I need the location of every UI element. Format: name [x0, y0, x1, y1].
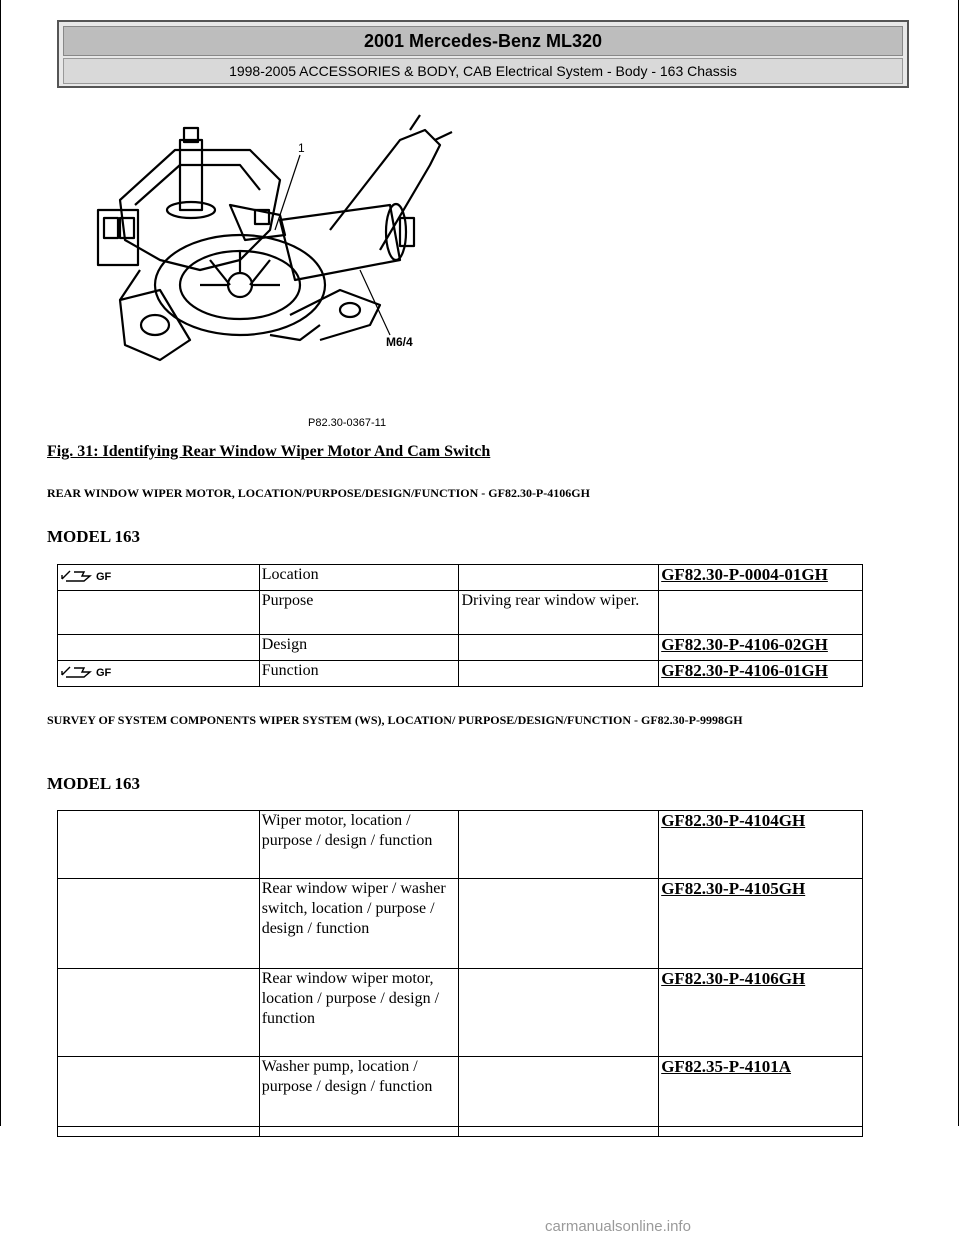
row-label: Washer pump, location / purpose / design / function [259, 1057, 459, 1127]
wiper-motor-figure [80, 110, 500, 430]
table-row [58, 1127, 863, 1137]
icon-cell [58, 661, 260, 687]
table-row [58, 1057, 863, 1127]
ref-link[interactable]: GF82.30-P-4104GH [659, 811, 863, 879]
row-desc [459, 661, 659, 687]
row-label: Purpose [259, 591, 459, 635]
document-header [57, 20, 909, 88]
figure-caption[interactable]: Fig. 31: Identifying Rear Window Wiper Motor And Cam Switch [47, 443, 491, 460]
ref-link[interactable]: GF82.30-P-4106GH [659, 969, 863, 1057]
table-row [58, 811, 863, 879]
icon-cell [58, 635, 260, 661]
table-row [58, 591, 863, 635]
ref-link[interactable] [659, 591, 863, 635]
row-label: Design [259, 635, 459, 661]
icon-cell [58, 591, 260, 635]
gf-icon-text: GF [96, 667, 112, 679]
watermark: carmanualsonline.info [545, 1218, 691, 1235]
section1-heading: REAR WINDOW WIPER MOTOR, LOCATION/PURPOSE/DESIGN/FUNCTION - GF82.30-P-4106GH [47, 486, 590, 500]
row-label: Rear window wiper motor, location / purpose / design / function [259, 969, 459, 1057]
icon-cell [58, 565, 260, 591]
figure-code: P82.30-0367-11 [308, 417, 387, 429]
row-desc: Driving rear window wiper. [459, 591, 659, 635]
section2-table [57, 810, 863, 1137]
row-desc [459, 635, 659, 661]
ref-link[interactable]: GF82.30-P-4105GH [659, 879, 863, 969]
document-title: 2001 Mercedes-Benz ML320 [63, 26, 903, 56]
row-label: Wiper motor, location / purpose / design / function [259, 811, 459, 879]
gf-hand-icon[interactable] [60, 663, 118, 679]
ref-link[interactable]: GF82.30-P-4106-02GH [659, 635, 863, 661]
table-row [58, 635, 863, 661]
ref-link[interactable]: GF82.30-P-0004-01GH [659, 565, 863, 591]
table-row [58, 565, 863, 591]
row-desc [459, 565, 659, 591]
gf-icon-text: GF [96, 571, 112, 583]
callout-m64-label: M6/4 [386, 335, 413, 349]
table-row [58, 969, 863, 1057]
section2-heading: SURVEY OF SYSTEM COMPONENTS WIPER SYSTEM (WS), LOCATION/ PURPOSE/DESIGN/FUNCTION - GF82.30-P-9998GH [47, 713, 743, 727]
ref-link[interactable]: GF82.30-P-4106-01GH [659, 661, 863, 687]
document-subtitle: 1998-2005 ACCESSORIES & BODY, CAB Electrical System - Body - 163 Chassis [63, 58, 903, 84]
gf-hand-icon[interactable] [60, 567, 118, 583]
row-label: Rear window wiper / washer switch, location / purpose / design / function [259, 879, 459, 969]
section2-model: MODEL 163 [47, 774, 141, 793]
ref-link[interactable]: GF82.35-P-4101A [659, 1057, 863, 1127]
table-row [58, 661, 863, 687]
section1-table [57, 564, 863, 687]
callout-1-label: 1 [298, 141, 305, 155]
section1-model: MODEL 163 [47, 527, 141, 546]
table-row [58, 879, 863, 969]
row-label: Function [259, 661, 459, 687]
row-label: Location [259, 565, 459, 591]
